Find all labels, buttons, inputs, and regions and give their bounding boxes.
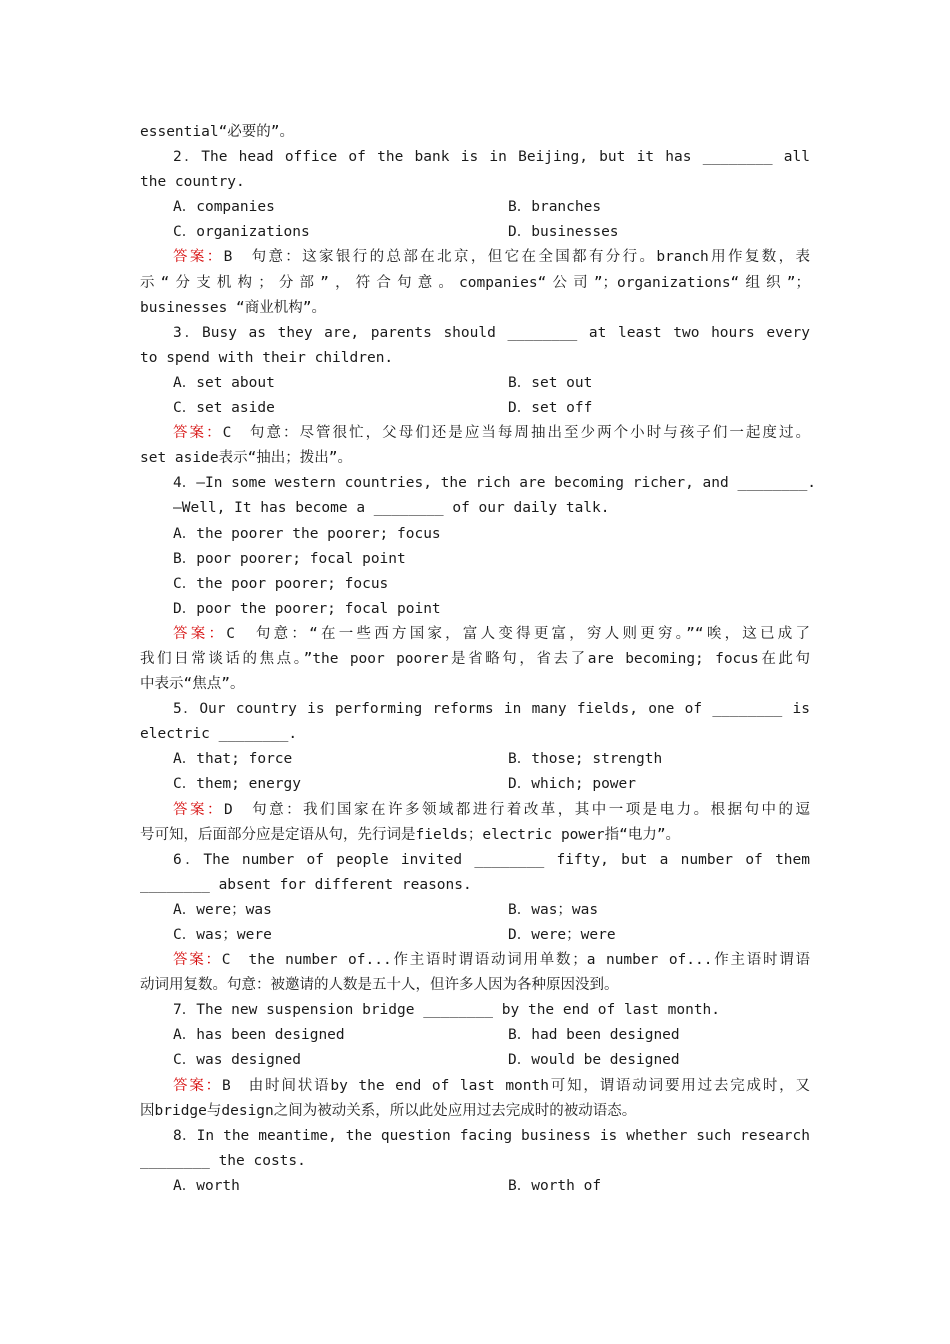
option-b: B．was；was	[508, 901, 599, 918]
question-2-text-cont: the country.	[140, 174, 245, 191]
option-c: C．set aside	[173, 400, 275, 417]
option-b: B．those; strength	[508, 751, 663, 768]
question-2-answer-cont: businesses “商业机构”。	[140, 299, 326, 316]
option-d: D．which; power	[508, 776, 636, 793]
option-b: B．worth of	[508, 1177, 602, 1194]
question-4-answer-cont: 我们日常谈话的焦点。”the poor poorer是省略句，省去了are becoming; focus在此句	[140, 650, 810, 667]
question-6-options-ab	[140, 898, 810, 923]
option-a: A．worth	[173, 1177, 240, 1194]
option-b: B．set out	[508, 374, 593, 391]
answer-text: C the number of...作主语时谓语动词用单数；a number of...作主语时谓语	[221, 952, 810, 969]
answer-label: 答案：	[173, 801, 224, 818]
option-a: A．companies	[173, 199, 275, 216]
answer-text: C 句意：尽管很忙，父母们还是应当每周抽出至少两个小时与孩子们一起度过。	[222, 425, 810, 442]
question-3-text-cont: to spend with their children.	[140, 349, 394, 366]
answer-text: C 句意：“在一些西方国家，富人变得更富，穷人则更穷。”“唉，这已成了	[226, 625, 810, 642]
question-5-text: 5．Our country is performing reforms in many fields, one of ________ is	[173, 701, 810, 718]
question-4-answer	[140, 622, 810, 647]
document-page	[140, 120, 817, 1199]
question-3-options-ab	[140, 371, 810, 396]
option-c: C．was；were	[173, 927, 272, 943]
question-7-options-cd	[140, 1048, 810, 1073]
question-3-text: 3．Busy as they are, parents should ________ at least two hours every	[173, 324, 810, 341]
question-2-options-ab	[140, 195, 810, 220]
answer-text: B 由时间状语by the end of last month可知，谓语动词要用过去完成时，又	[221, 1077, 810, 1094]
question-6-options-cd	[140, 923, 810, 948]
question-5-answer-cont: 号可知，后面部分应是定语从句，先行词是fields；electric power指“电力”。	[140, 826, 681, 843]
question-4-answer-cont: 中表示“焦点”。	[140, 676, 245, 693]
question-5-options-ab	[140, 747, 810, 772]
question-6-text: 6．The number of people invited ________ fifty, but a number of them	[173, 851, 810, 868]
question-5-options-cd	[140, 772, 810, 797]
question-7-text: 7．The new suspension bridge ________ by the end of last month.	[173, 1002, 721, 1019]
question-7-answer-cont: 因bridge与design之间为被动关系，所以此处应用过去完成时的被动语态。	[140, 1102, 637, 1119]
question-2-answer	[140, 245, 810, 270]
answer-label: 答案：	[173, 1077, 222, 1094]
question-3-options-cd	[140, 396, 810, 421]
question-4-text-cont: —Well, It has become a ________ of our daily talk.	[173, 500, 610, 517]
question-8-text: 8．In the meantime, the question facing business is whether such research	[173, 1127, 810, 1144]
option-c: C．the poor poorer; focus	[173, 575, 389, 592]
question-6-answer-cont: 动词用复数。句意：被邀请的人数是五十人，但许多人因为各种原因没到。	[140, 977, 619, 994]
option-c: C．organizations	[173, 224, 310, 241]
option-d: D．poor the poorer; focal point	[173, 600, 441, 617]
option-c: C．was designed	[173, 1052, 301, 1069]
answer-label: 答案：	[173, 952, 222, 969]
option-a: A．that; force	[173, 751, 293, 768]
question-7-options-ab	[140, 1023, 810, 1048]
question-8-options-ab	[140, 1174, 810, 1199]
question-6-answer	[140, 948, 810, 973]
option-a: A．the poorer the poorer; focus	[173, 525, 441, 542]
carryover-line: essential“必要的”。	[140, 124, 295, 140]
option-b: B．had been designed	[508, 1027, 680, 1044]
question-5-answer	[140, 798, 810, 823]
answer-label: 答案：	[173, 249, 224, 266]
option-a: A．set about	[173, 374, 275, 391]
question-7-answer	[140, 1074, 810, 1099]
question-6-text-cont: ________ absent for different reasons.	[140, 876, 472, 893]
answer-text: B 句意：这家银行的总部在北京，但它在全国都有分行。branch用作复数，表	[223, 249, 810, 266]
question-4-text: 4．—In some western countries, the rich are becoming richer, and ________.	[173, 475, 817, 492]
question-3-answer	[140, 421, 810, 446]
question-2-options-cd	[140, 220, 810, 245]
option-d: D．set off	[508, 400, 593, 417]
question-2-answer-cont: 示“分支机构；分部”，符合句意。companies“公司”；organizations“组织”；	[140, 274, 810, 291]
option-c: C．them; energy	[173, 776, 301, 793]
option-a: A．were；was	[173, 901, 272, 918]
option-d: D．were；were	[508, 927, 616, 943]
option-b: B．branches	[508, 199, 602, 216]
answer-text: D 句意：我们国家在许多领域都进行着改革，其中一项是电力。根据句中的逗	[223, 801, 810, 818]
option-d: D．businesses	[508, 224, 619, 241]
question-2-text: 2．The head office of the bank is in Beijing, but it has ________ all	[173, 149, 810, 166]
question-8-text-cont: ________ the costs.	[140, 1152, 306, 1169]
option-d: D．would be designed	[508, 1052, 680, 1069]
answer-label: 答案：	[173, 625, 227, 642]
option-a: A．has been designed	[173, 1027, 345, 1044]
answer-label: 答案：	[173, 425, 223, 442]
option-b: B．poor poorer; focal point	[173, 550, 406, 567]
question-3-answer-cont: set aside表示“抽出；拨出”。	[140, 450, 353, 467]
question-5-text-cont: electric ________.	[140, 726, 298, 743]
